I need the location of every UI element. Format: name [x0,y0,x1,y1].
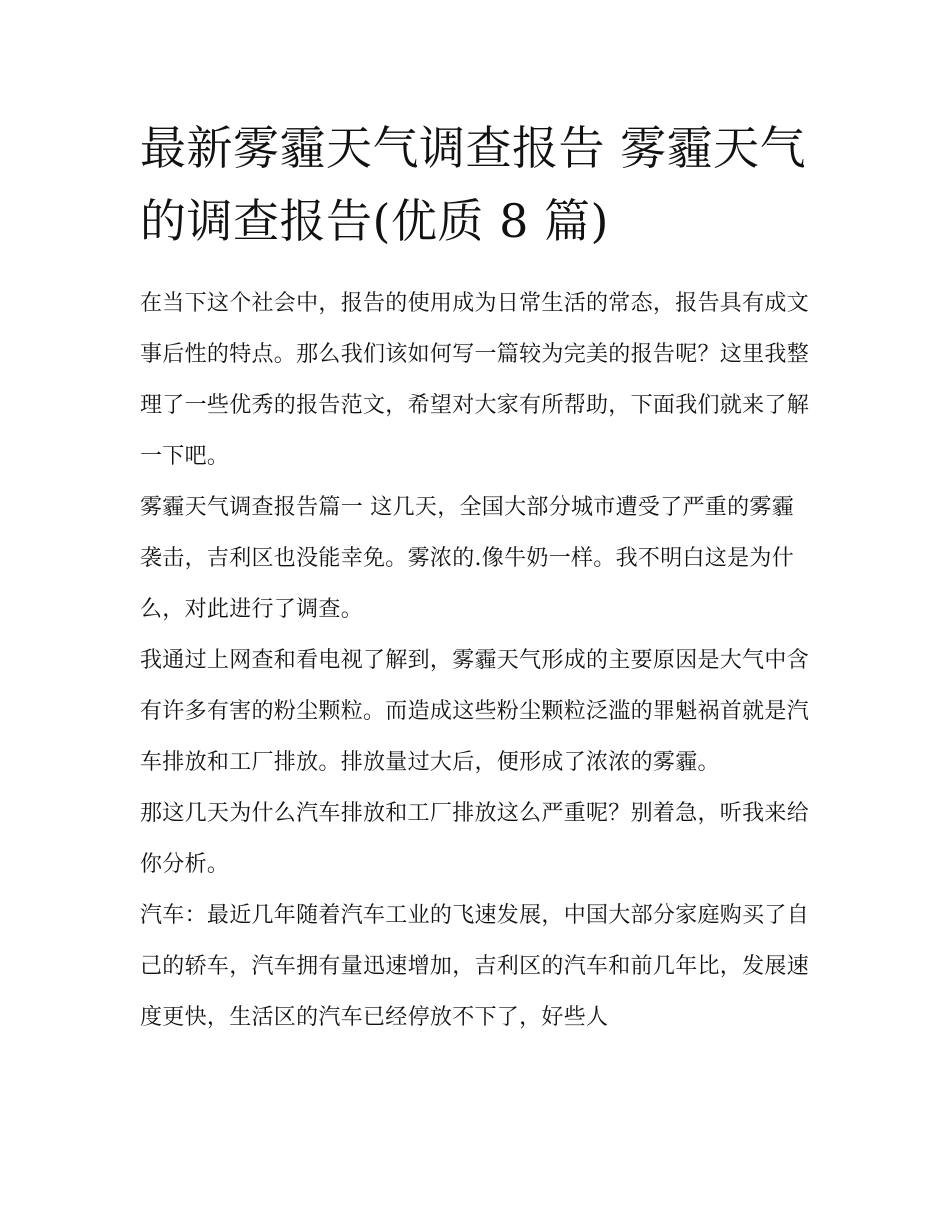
document-title: 最新雾霾天气调查报告 雾霾天气的调查报告(优质 8 篇) [140,121,807,248]
paragraph-cars: 汽车：最近几年随着汽车工业的飞速发展，中国大部分家庭购买了自己的轿车，汽车拥有量迅速增加，吉利区的汽车和前几年比，发展速度更快，生活区的汽车已经停放不下了，好些人 [140,903,810,1030]
paragraph-causes: 我通过上网查和看电视了解到，雾霾天气形成的主要原因是大气中含有许多有害的粉尘颗粒。而造成这些粉尘颗粒泛滥的罪魁祸首就是汽车排放和工厂排放。排放量过大后，便形成了浓浓的雾霾。 [140,648,810,775]
document-page [140,112,812,1043]
paragraph-intro: 在当下这个社会中，报告的使用成为日常生活的常态，报告具有成文事后性的特点。那么我们该如何写一篇较为完美的报告呢？这里我整理了一些优秀的报告范文，希望对大家有所帮助，下面我们就来了解一下吧。 [140,291,810,469]
paragraph-question: 那这几天为什么汽车排放和工厂排放这么严重呢？别着急，听我来给你分析。 [140,801,810,877]
paragraph-report-one: 雾霾天气调查报告篇一 这几天，全国大部分城市遭受了严重的雾霾袭击，吉利区也没能幸免。雾浓的.像牛奶一样。我不明白这是为什么，对此进行了调查。 [140,495,794,622]
